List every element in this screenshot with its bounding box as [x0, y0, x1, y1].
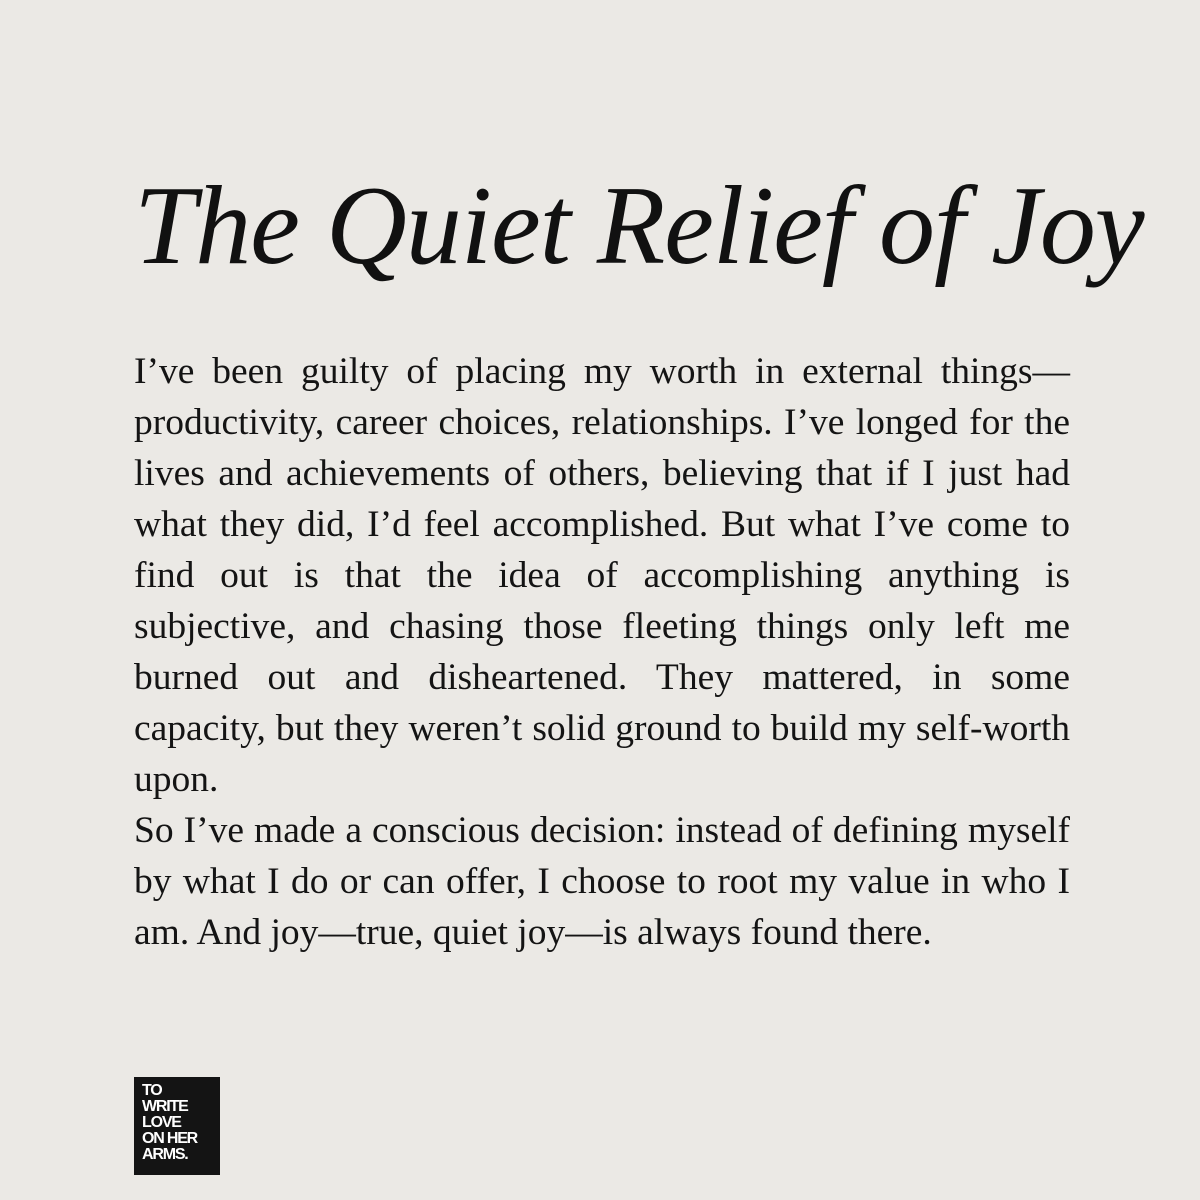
paragraph-1: I’ve been guilty of placing my worth in external things—productivity, career choices, relationships. I’ve longed for the lives and achievements of others, believing that if I just had what they did, I’d feel accomplished. But what I’ve come to find out is that the idea of accomplishing anything is subjective, and chasing those fleeting things only left me burned out and disheartened. They mattered, in some capacity, but they weren’t solid ground to build my self-worth upon.	[134, 351, 1070, 800]
logo-line: LOVE	[142, 1114, 181, 1131]
logo-line: WRITE	[142, 1098, 188, 1115]
logo-line: ON HER	[142, 1130, 198, 1147]
paragraph-2: So I’ve made a conscious decision: instead of defining myself by what I do or can offer, I choose to root my value in who I am. And joy—true, quiet joy—is always found there.	[134, 810, 1070, 953]
page-title: The Quiet Relief of Joy	[134, 164, 1144, 288]
twloha-logo	[134, 1077, 220, 1175]
logo-line: TO	[142, 1082, 162, 1099]
logo-line: ARMS.	[142, 1146, 188, 1163]
body-text	[134, 346, 1070, 958]
